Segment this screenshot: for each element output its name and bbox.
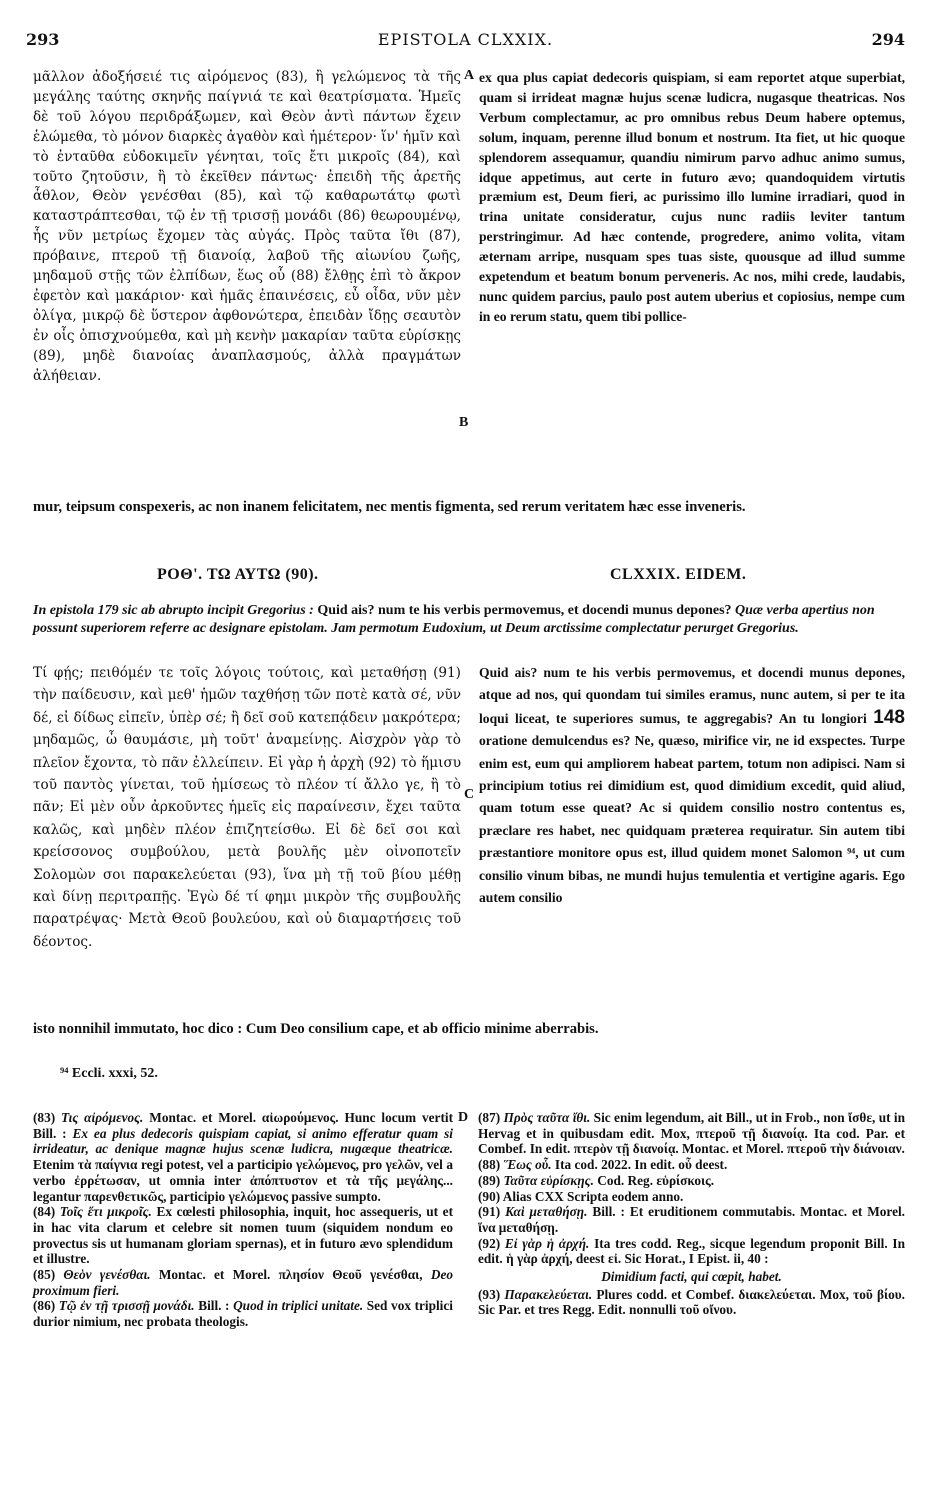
note-it2: Ex ea plus dedecoris quispiam capiat, si animo efferatur quam si irrideatur, ac denique magnæ hujus scenæ ludicra, nugæque theatricæ.: [33, 1125, 454, 1157]
note-lead: (84): [33, 1204, 60, 1220]
left-note: [33, 1298, 453, 1329]
column-number: 148: [873, 706, 905, 728]
intro-italic-2: Quæ verba apertius non possunt superiorem referre ac designare epistolam. Jam permotum Eudoxium, ut Deum arctissime complectatur perurget Gregorius.: [33, 603, 875, 636]
latin-text-b: oratione demulcendus es? Ne, quæso, mirifice vir, ne id exspectes. Turpe enim est, eum qui ampliorem habeat partem, totum non adipisci. Nam si principium totius rei dimidium est, quod dimidium excedit, quid aliud, quam totum esse queat? Ac si quidem consilio nostro contentus es, præclare res habet, nec quidquam præterea requiratur. Sin autem tibi præstantiore monitore opus est, illud quidem monet Salomon ⁹⁴, ut cum consilio vinum bibas, ne mundi hujus temulentia et vertigine agaris. Ego autem consilio: [479, 733, 905, 906]
note-it: Ταῦτα εὑρίσκῃς.: [503, 1172, 594, 1188]
section-title-greek: ΡΟΘ'. ΤΩ ΑΥΤΩ (90).: [157, 566, 319, 583]
note-text: Ita cod. 2022. In edit. οὗ deest.: [551, 1157, 728, 1173]
note-it: Πρὸς ταῦτα ἴθι.: [503, 1110, 591, 1125]
greek-column-top: [33, 68, 461, 387]
note-text: Ex cœlesti philosophia, inquit, hoc assequeris, ut et in hac vita clarum et celebre sit nomen tuum (siquidem nondum eo provectus sis ut humanam gloriam spernas), et in futuro ævo splendidum et illustre.: [33, 1204, 453, 1267]
notes-column-right: [478, 1110, 905, 1318]
latin-continuation-text: mur, teipsum conspexeris, ac non inanem felicitatem, nec mentis figmenta, sed rerum veritatem hæc esse inveneris.: [33, 499, 746, 515]
right-note: [478, 1287, 905, 1318]
note-text: Sic enim legendum, ait Bill., ut in Frob., non ἴσθε, ut in Hervag et in quibusdam edit. Mox, πτεροῦ τῇ διανοίᾳ. Ita cod. Par. et Combef. In edit. πτερὸν τῇ διανοίᾳ. Montac. et Morel. πτεροῦ τὴν διάνοιαν.: [478, 1110, 905, 1157]
left-note: [33, 1204, 453, 1267]
latin-text-a: Quid ais? num te his verbis permovemus, et docendi munus depones, atque ad nos, qui quondam tui similes eramus, nunc autem, si per te ita loqui liceat, te superiores sumus, te aggregabis? An tu longiori: [479, 665, 905, 726]
intro-plain: Quid ais? num te his verbis permovemus, et docendi munus depones?: [313, 603, 736, 618]
note-lead: (86): [33, 1298, 59, 1314]
note-it2: Quod in triplici unitate.: [233, 1298, 364, 1314]
notes-column-left: [33, 1110, 453, 1330]
margin-marker-a: A: [464, 68, 475, 83]
note-text: Alias CXX Scripta eodem anno.: [502, 1188, 684, 1204]
note-it: Παρακελεύεται.: [504, 1286, 593, 1302]
margin-marker-b: B: [459, 415, 469, 430]
note-text: Bill. :: [194, 1298, 234, 1314]
page-number-right: 294: [871, 30, 905, 49]
right-note: [478, 1189, 905, 1205]
note-lead: (85): [33, 1267, 64, 1283]
latin-continuation-letter: [33, 1019, 905, 1039]
running-head: [26, 30, 905, 54]
left-note: [33, 1110, 453, 1204]
latin-continuation-top: [33, 497, 905, 517]
margin-marker-c: C: [464, 787, 475, 802]
note-text: Montac. et Morel. αἰωρούμενος. Hunc locum vertit Bill. :: [33, 1110, 454, 1141]
note-it2: Deo proximum fieri.: [33, 1267, 453, 1298]
running-title: EPISTOLA CLXXIX.: [377, 30, 554, 49]
note-lead: (83): [33, 1110, 62, 1125]
page-number-left: 293: [26, 30, 60, 49]
note-it: Τῷ ἐν τῇ τρισσῇ μονάδι.: [58, 1298, 195, 1314]
greek-text-top: μᾶλλον ἀδοξήσειέ τις αἰρόμενος (83), ἢ γελώμενος τὰ τῆς μεγάλης ταύτης σκηνῆς παίγνιά τε καὶ θεατρίσματα. Ἡμεῖς δὲ τοῦ λόγου περιδράξωμεν, καὶ Θεὸν ἀντὶ πάντων ἔχειν ἑλώμεθα, τὸ μόνον διαρκὲς ἀγαθὸν καὶ ἡμέτερον· ἵν' ἡμῖν καὶ τὸ ἐνταῦθα εὐδοκιμεῖν γένηται, τοῖς ἔτι μικροῖς (84), καὶ τοῦτο ζητοῦσιν, ἢ τὸ ἐκεῖθεν πάντως· ἐπειδὴ τῆς ἀρετῆς ἆθλον, Θεὸν γενέσθαι (85), καὶ τῷ καθαρωτάτῳ φωτὶ καταστράπτεσθαι, τῷ ἐν τῇ τρισσῇ μονάδι (86) θεωρουμένῳ, ἧς νῦν μετρίως ἔχομεν τὰς αὐγάς. Πρὸς ταῦτα ἴθι (87), πρόβαινε, πτεροῦ τῇ διανοίᾳ, λαβοῦ τῆς αἰωνίου ζωῆς, μηδαμοῦ στῇς τῶν ἐλπίδων, ἕως οὗ (88) ἔλθῃς ἐπὶ τὸ ἄκρον ἐφετὸν καὶ μακάριον· καὶ ἡμᾶς ἐπαινέσεις, εὖ οἶδα, νῦν μὲν ὀλίγα, μικρῷ δὲ ὕστερον ἀφθονώτερα, ἐπειδὰν ἴδῃς σεαυτὸν ἐν οἷς ὀπισχνούμεθα, καὶ μὴ κενὴν μακαρίαν ταῦτα εὑρίσκῃς (89), μηδὲ διανοίας ἀναπλασμούς, ἀλλὰ πραγμάτων ἀλήθειαν.: [33, 69, 461, 384]
note-text: Plures codd. et Combef. διακελεύεται. Mox, τοῦ βίου. Sic Par. et tres Regg. Edit. nonnulli τοῦ οἴνου.: [478, 1286, 905, 1318]
right-note: [478, 1173, 905, 1189]
note-text2: Sed vox triplici durior nimium, nec probata theologis.: [33, 1298, 453, 1330]
right-note: Dimidium facti, qui cœpit, habet.: [601, 1269, 782, 1285]
note-lead: (93): [478, 1286, 505, 1302]
right-note: [478, 1110, 905, 1157]
intro-italic: In epistola 179 sic ab abrupto incipit Gregorius :: [33, 603, 314, 618]
right-note: [478, 1204, 905, 1235]
note-it: Τις αἰρόμενος.: [61, 1110, 144, 1125]
latin-column-letter: [479, 662, 905, 909]
note-it: Θεὸν γενέσθαι.: [63, 1267, 151, 1283]
note-lead: (87): [478, 1110, 504, 1125]
note-it: Καὶ μεταθήσῃ.: [505, 1204, 588, 1220]
margin-marker-d: D: [458, 1110, 469, 1125]
epistle-intro: [33, 602, 905, 638]
note-it: Ἕως οὗ.: [503, 1157, 552, 1173]
scripture-footnote: ⁹⁴ Eccli. xxxi, 52.: [60, 1066, 158, 1081]
latin-text-top: ex qua plus capiat dedecoris quispiam, si eam reportet atque superbiat, quam si irrideat magnæ hujus scenæ ludicra, nugasque theatricas. Nos Verbum complectamur, ac pro omnibus rebus Deum habere optemus, solum, inquam, perenne illud bonum et nostrum. Ita fiet, ut hic quoque splendorem assequamur, quandiu nimirum parvo adhuc animo sumus, idque appetimus, aut certe in futuro ævo; quandoquidem virtutis præmium est, Deum fieri, ac purissimo illo lumine irradiari, quod in trina unitate consideratur, cujus nunc radiis leviter tantum perstringimur. Ad hæc contende, progredere, animo volita, vitam æternam arripe, nusquam spes tuas siste, quousque ad illud summe expetendum et beatum bonum perveneris. Ac nos, mihi crede, laudabis, nunc quidem parcius, paulo post autem uberius et copiosius, nempe cum in eo rerum statu, quem tibi pollice-: [479, 70, 905, 324]
note-it: Τοῖς ἔτι μικροῖς.: [59, 1204, 152, 1220]
note-text: Montac. et Morel. πλησίον Θεοῦ γενέσθαι,: [150, 1267, 431, 1283]
left-note: [33, 1267, 453, 1298]
note-it: Εἰ γὰρ ἡ ἀρχή.: [504, 1235, 590, 1251]
note-lead: (90): [478, 1188, 503, 1204]
latin-column-top: [479, 68, 905, 327]
greek-text-letter: Τί φῄς; πειθόμέν τε τοῖς λόγοις τούτοις, καὶ μεταθήσῃ (91) τὴν παίδευσιν, καὶ μεθ' ἡμῶν ταχθήσῃ τῶν ποτὲ κατὰ σέ, νῦν δέ, εἰ δίδως εἰπεῖν, ὑπὲρ σέ; ἢ δεῖ σοῦ κατεπᾴδειν μακρότερα; μηδαμῶς, ὦ θαυμάσιε, μὴ τοῦτ' ἀναμείνῃς. Αἰσχρὸν γὰρ τὸ πλεῖον ἔχοντα, τὸ πᾶν ἐλλείπειν. Εἰ γὰρ ἡ ἀρχὴ (92) τὸ ἥμισυ τοῦ παντὸς γίνεται, τοῦ ἡμίσεως τὸ πλέον τί ἄλλο γε, ἢ τὸ πᾶν; Εἰ μὲν οὖν ἀρκοῦντες ἡμεῖς εἰς παραίνεσιν, ἔχει ταῦτα καλῶς, καὶ μηδὲν πλέον ἐπιζητείσθω. Εἰ δὲ δεῖ σοι καὶ κρείσσονος συμβούλου, μετὰ βουλῆς μὲν οἰνοποτεῖν Σολομὼν σοι παρακελεύεται (93), ἵνα μὴ τῇ τοῦ βίου μέθῃ καὶ δίνῃ περιτραπῇς. Ἐγὼ δέ τί φημι μικρὸν τῆς συμβουλῆς παρατρέψας· Μετὰ Θεοῦ βουλεύου, καὶ οὐ διαμαρτήσεις τοῦ δέοντος.: [33, 665, 461, 950]
latin-text-letter: [479, 662, 905, 909]
note-lead: (88): [478, 1157, 504, 1173]
section-title-latin: CLXXIX. EIDEM.: [610, 566, 747, 583]
note-text: Cod. Reg. εὑρίσκοις.: [593, 1172, 715, 1188]
note-lead: (91): [478, 1204, 506, 1220]
note-text: Bill. : Et eruditionem commutabis. Montac. et Morel. ἵνα μεταθήσῃ.: [478, 1204, 905, 1235]
right-note: [478, 1236, 905, 1267]
note-text2: Etenim τὰ παίγνια regi potest, vel a participio γελώμενος, pro γελῶν, vel a verbo ἐρρέτωσαν, ut omnia inter ἀπόπτυστον et τὰ τῆς μεγάλης... legantur παρενθετικῶς, participio γελώμενος passive sumpto.: [33, 1157, 453, 1204]
note-lead: (92): [478, 1235, 505, 1251]
note-text: Ita tres codd. Reg., sicque legendum proponit Bill. In edit. ἡ γὰρ ἀρχή, deest εἰ. Sic Horat., I Epist. ii, 40 :: [478, 1235, 905, 1267]
right-note: [478, 1157, 905, 1173]
note-lead: (89): [478, 1172, 504, 1188]
latin-continuation-letter-text: isto nonnihil immutato, hoc dico : Cum Deo consilium cape, et ab officio minime aberrabis.: [33, 1021, 599, 1037]
greek-column-letter: [33, 662, 461, 953]
